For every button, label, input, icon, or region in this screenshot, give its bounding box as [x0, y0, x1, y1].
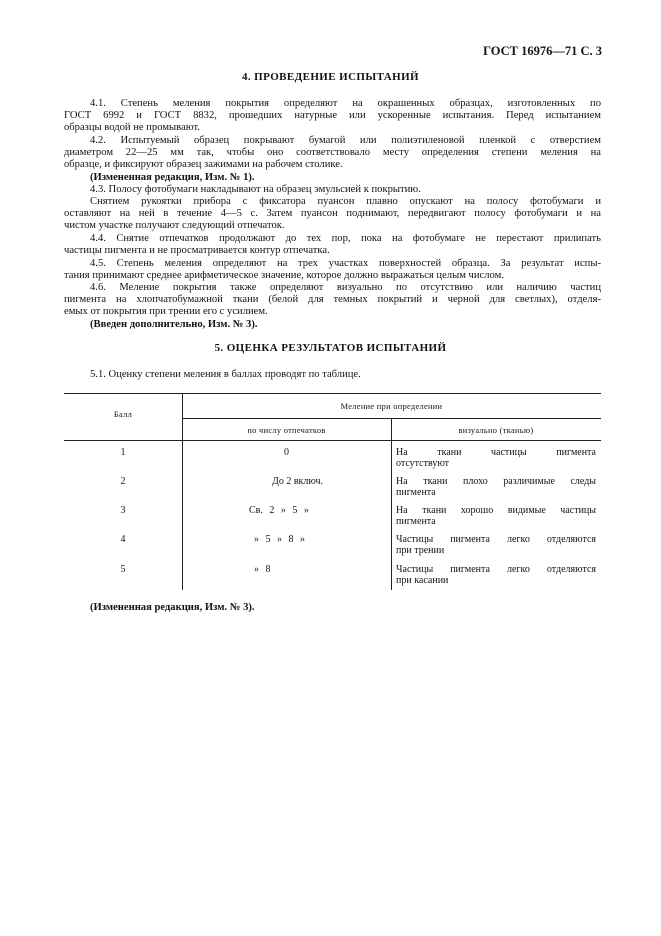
table-cell-ball: 5: [120, 564, 126, 575]
text-line: частицы пигмента и не просматривается контур отпечатка.: [64, 245, 330, 257]
table-divider-2: [391, 418, 392, 590]
text-line: 5.1. Оценку степени меления в баллах проводят по таблице.: [90, 369, 361, 380]
paragraph-4-3: [64, 184, 601, 196]
table-cell-visual: [396, 505, 596, 527]
table-cell-ball: 3: [120, 505, 126, 516]
table-cell-ball: 4: [120, 534, 126, 545]
text-line: чистом участке получают следующий отпечаток.: [64, 220, 285, 232]
table-cell-prints: До 2 включ.: [272, 476, 324, 487]
text-line: (Измененная редакция, Изм. № 3).: [90, 602, 255, 613]
table-cell-visual: [396, 534, 596, 556]
table-cell-prints: » 8: [254, 564, 271, 575]
table-cell-prints: Св. 2 » 5 »: [249, 505, 309, 516]
text-line: 4.6. Меление покрытия также определяют визуально по отсутствию или наличию частиц: [90, 282, 601, 293]
paragraph-5-1: [64, 369, 601, 381]
text-line: диаметром 22—25 мм так, чтобы оно соответствовало месту определения степени меления на: [64, 147, 601, 159]
text-line: На ткани хорошо видимые частицы: [396, 505, 596, 516]
table-top-rule: [64, 393, 601, 394]
paragraph-4-4: [64, 233, 601, 257]
paragraph-4-6: [64, 282, 601, 318]
text-line: Частицы пигмента легко отделяются: [396, 534, 596, 545]
text-line: На ткани частицы пигмента: [396, 447, 596, 458]
text-line: На ткани плохо различимые следы: [396, 476, 596, 487]
text-line: Снятием рукоятки прибора с фиксатора пуансон плавно опускают на полосу фотобумаги и: [90, 196, 601, 207]
text-line: ГОСТ 6992 и ГОСТ 8832, прошедших натурные или ускоренные испытания. Перед испытанием: [64, 110, 601, 122]
table-cell-prints: 0: [284, 447, 289, 458]
text-line: 4.2. Испытуемый образец покрывают бумагой или полиэтиленовой пленкой с отверстием: [90, 135, 601, 146]
table-cell-visual: [396, 476, 596, 498]
text-line: пигмента на хлопчатобумажной ткани (белой для темных покрытий и черной для светлых), отделя-: [64, 294, 601, 306]
header-chalking: Меление при определении: [340, 402, 443, 411]
paragraph-4-3-continued: [64, 196, 601, 232]
table-header-rule: [64, 440, 601, 441]
header-visual: визуально (тканью): [458, 426, 534, 435]
table-cell-ball: 1: [120, 447, 126, 458]
text-line: образце, и фиксируют образец зажимами на рабочем столике.: [64, 159, 343, 171]
text-line: (Введен дополнительно, Изм. № 3).: [90, 319, 258, 330]
paragraph-4-1: [64, 98, 601, 134]
table-cell-visual: [396, 564, 596, 586]
text-line: отсутствуют: [396, 458, 450, 469]
text-line: Частицы пигмента легко отделяются: [396, 564, 596, 575]
text-line: образцы водой не промывают.: [64, 122, 200, 134]
table-divider-1: [182, 393, 183, 590]
table-cell-visual: [396, 447, 596, 469]
amendment-note-3: [64, 602, 601, 614]
text-line: тания принимают среднее арифметическое значение, которое должно выражаться целым числом.: [64, 270, 504, 282]
text-line: емых от покрытия при трении его с усилием.: [64, 306, 268, 318]
text-line: при трении: [396, 545, 445, 556]
text-line: оставляют на ней в течение 4—5 с. Затем пуансон поднимают, передвигают полосу фотобумаги и на: [64, 208, 601, 220]
header-by-prints: по числу отпечатков: [247, 426, 326, 435]
amendment-note-1: [64, 172, 601, 184]
text-line: 4.1. Степень меления покрытия определяют на окрашенных образцах, изготовленных по: [90, 98, 601, 109]
page-header: ГОСТ 16976—71 С. 3: [483, 44, 602, 58]
text-line: 4.5. Степень меления определяют на трех участках поверхностей образца. За результат испы-: [90, 258, 601, 269]
text-line: 4.4. Снятие отпечатков продолжают до тех пор, пока на фотобумаге не перестают прилипать: [90, 233, 601, 244]
table-cell-prints: » 5 » 8 »: [254, 534, 305, 545]
paragraph-4-2: [64, 135, 601, 171]
text-line: пигмента: [396, 487, 436, 498]
paragraph-4-5: [64, 258, 601, 282]
header-ball: Балл: [113, 410, 133, 419]
section-4-title: 4. ПРОВЕДЕНИЕ ИСПЫТАНИЙ: [241, 71, 419, 83]
text-line: (Измененная редакция, Изм. № 1).: [90, 172, 255, 183]
section-5-title: 5. ОЦЕНКА РЕЗУЛЬТАТОВ ИСПЫТАНИЙ: [214, 342, 447, 354]
text-line: пигмента: [396, 516, 436, 527]
table-cell-ball: 2: [120, 476, 126, 487]
amendment-note-2: [64, 319, 601, 331]
text-line: 4.3. Полосу фотобумаги накладывают на образец эмульсией к покрытию.: [90, 184, 421, 195]
text-line: при касании: [396, 575, 449, 586]
